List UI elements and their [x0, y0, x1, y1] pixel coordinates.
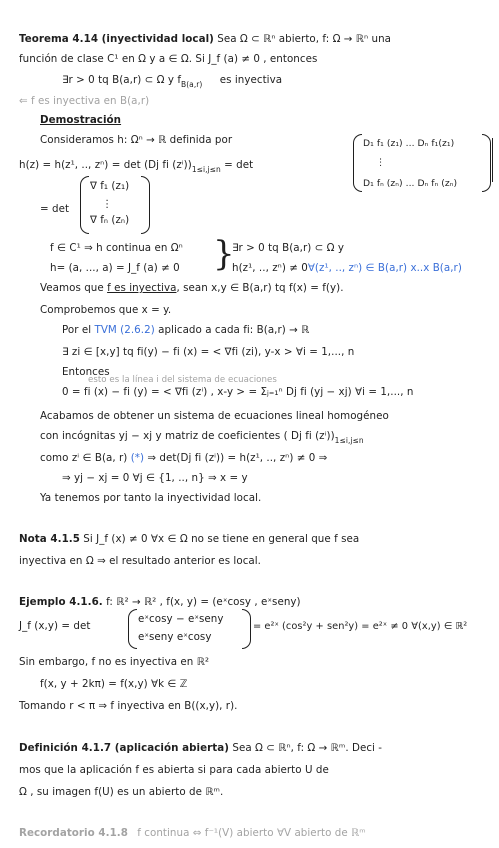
nota-line-1: Nota 4.1.5 Si J_f (x) ≠ 0 ∀x ∈ Ω no se tiene en general que f sea — [19, 533, 360, 545]
matrix-1-row-1: D₁ f₁ (z₁) ... Dₙ f₁(z₁) — [363, 138, 455, 149]
definicion-title: Definición 4.1.7 (aplicación abierta) — [19, 742, 230, 754]
demo-line-3: = det — [40, 203, 70, 215]
continuity-line-4: h(z¹, .., zⁿ) ≠ 0∀(z¹, .., zⁿ) ∈ B(a,r) x..x B(a,r) — [232, 262, 462, 274]
teorema-block — [19, 33, 391, 46]
matrix-1-right-paren — [482, 134, 491, 192]
matrix-1-left-paren — [353, 134, 362, 192]
matrix-1-row-2: ⋮ — [376, 157, 386, 168]
definicion-line-3: Ω , su imagen f(U) es un abierto de ℝᵐ. — [19, 786, 224, 798]
definicion-line-2: mos que la aplicación f es abierta si para cada abierto U de — [19, 764, 329, 776]
ya-tenemos-line: Ya tenemos por tanto la inyectividad local. — [40, 492, 262, 504]
annotation-note: esto es la línea i del sistema de ecuaciones — [88, 375, 277, 385]
tvm-line: Por el TVM (2.6.2) aplicado a cada fi: B(a,r) → ℝ — [62, 324, 310, 336]
system-equation-line: 0 = fi (x) − fi (y) = < ∇fi (zⁱ) , x-y > = Σⱼ₌₁ⁿ Dj fi (yj − xj) ∀i = 1,..., n — [62, 386, 414, 398]
coeficientes-line: con incógnitas yj − xj y matriz de coeficientes ( Dj fi $(z^i))_{1\le i,j\le n}$ — [40, 430, 364, 445]
conclusion-line: ⇒ yj − xj = 0 ∀j ∈ {1, .., n} ⇒ x = y — [62, 472, 248, 484]
mean-value-line: ∃ zi ∈ [x,y] tq fi(y) − fi (x) = < ∇fi (zi), y-x > ∀i = 1,..., n — [62, 346, 355, 358]
brace-symbol: } — [213, 234, 235, 274]
jacobian-row-2: eˣseny eˣcosy — [138, 631, 212, 643]
teorema-line-3: ∃r > 0 tq B(a,r) ⊂ Ω y $f_{B(a,r)}$ es inyectiva — [62, 74, 283, 89]
entonces-label: Entonces — [62, 366, 110, 378]
continuity-line-2: h= (a, ..., a) = J_f (a) ≠ 0 — [50, 262, 180, 274]
teorema-line-1: Sea Ω ⊂ ℝⁿ abierto, f: Ω → ℝⁿ una — [217, 33, 392, 45]
acabamos-line: Acabamos de obtener un sistema de ecuaciones lineal homogéneo — [40, 410, 389, 422]
matrix-2-row-3: ∇ fₙ (zₙ) — [90, 214, 130, 226]
recordatorio-title: Recordatorio 4.1.8 — [19, 827, 128, 839]
jacobian-left-paren — [128, 609, 137, 649]
teorema-line-2: función de clase C¹ en Ω y a ∈ Ω. Si J_f (a) ≠ 0 , entonces — [19, 53, 318, 65]
jacobian-row-1: eˣcosy − eˣseny — [138, 613, 224, 625]
tvm-reference: TVM (2.6.2) — [94, 324, 155, 336]
teorema-converse-note: ⇐ f es inyectiva en B(a,r) — [19, 95, 150, 107]
teorema-title: Teorema 4.14 (inyectividad local) — [19, 33, 214, 45]
demo-line-1: Consideramos h: Ωⁿ → ℝ definida por — [40, 134, 233, 146]
ejemplo-line-1: Ejemplo 4.1.6. f: ℝ² → ℝ² , f(x, y) = (eˣcosy , eˣseny) — [19, 596, 301, 608]
ejemplo-line-4: f(x, y + 2kπ) = f(x,y) ∀k ∈ ℤ — [40, 678, 188, 690]
jacobian-right-paren — [242, 609, 251, 649]
matrix-2-row-1: ∇ f₁ (z₁) — [90, 180, 130, 192]
ejemplo-line-2b: = e²ˣ (cos²y + sen²y) = e²ˣ ≠ 0 ∀(x,y) ∈ ℝ² — [253, 621, 468, 632]
ejemplo-line-2a: J_f (x,y) = det — [19, 620, 91, 632]
matrix-1-row-3: D₁ fₙ (zₙ) ... Dₙ fₙ (zₙ) — [363, 178, 458, 189]
nota-line-2: inyectiva en Ω ⇒ el resultado anterior es local. — [19, 555, 261, 567]
veamos-line: Veamos que f es inyectiva, sean x,y ∈ B(a,r) tq f(x) = f(y). — [40, 282, 344, 294]
star-reference: (*) — [130, 452, 145, 464]
demo-title: Demostración — [40, 114, 122, 126]
ejemplo-line-5: Tomando r < π ⇒ f inyectiva en B((x,y), r). — [19, 700, 238, 712]
restriction-subscript: B(a,r) — [181, 80, 203, 89]
ejemplo-line-3: Sin embargo, f no es inyectiva en ℝ² — [19, 656, 210, 668]
matrix-1-bar — [492, 138, 493, 182]
continuity-line-1: f ∈ C¹ ⇒ h continua en Ωⁿ — [50, 242, 183, 254]
demo-line-2: h(z) = h(z¹, .., zⁿ) = det (Dj fi $(z^i))_{1\le i,j\le n} = \det$ — [19, 159, 254, 174]
como-line: como zⁱ ∈ B(a, r) (*) ⇒ det(Dj fi (zⁱ)) = h(z¹, .., zⁿ) ≠ 0 ⇒ — [40, 452, 328, 464]
nota-title: Nota 4.1.5 — [19, 533, 80, 545]
ejemplo-title: Ejemplo 4.1.6. — [19, 596, 103, 608]
matrix-2-row-2: ⋮ — [102, 198, 113, 210]
comprobemos-line: Comprobemos que x = y. — [40, 304, 172, 316]
matrix-2-left-paren — [80, 176, 89, 234]
matrix-2-right-paren — [141, 176, 150, 234]
definicion-line-1: Definición 4.1.7 (aplicación abierta) Sea Ω ⊂ ℝⁿ, f: Ω → ℝᵐ. Deci - — [19, 742, 383, 754]
recordatorio-line: Recordatorio 4.1.8 f continua ⇔ f⁻¹(V) abierto ∀V abierto de ℝᵐ — [19, 827, 366, 839]
continuity-line-3: ∃r > 0 tq B(a,r) ⊂ Ω y — [232, 242, 345, 254]
